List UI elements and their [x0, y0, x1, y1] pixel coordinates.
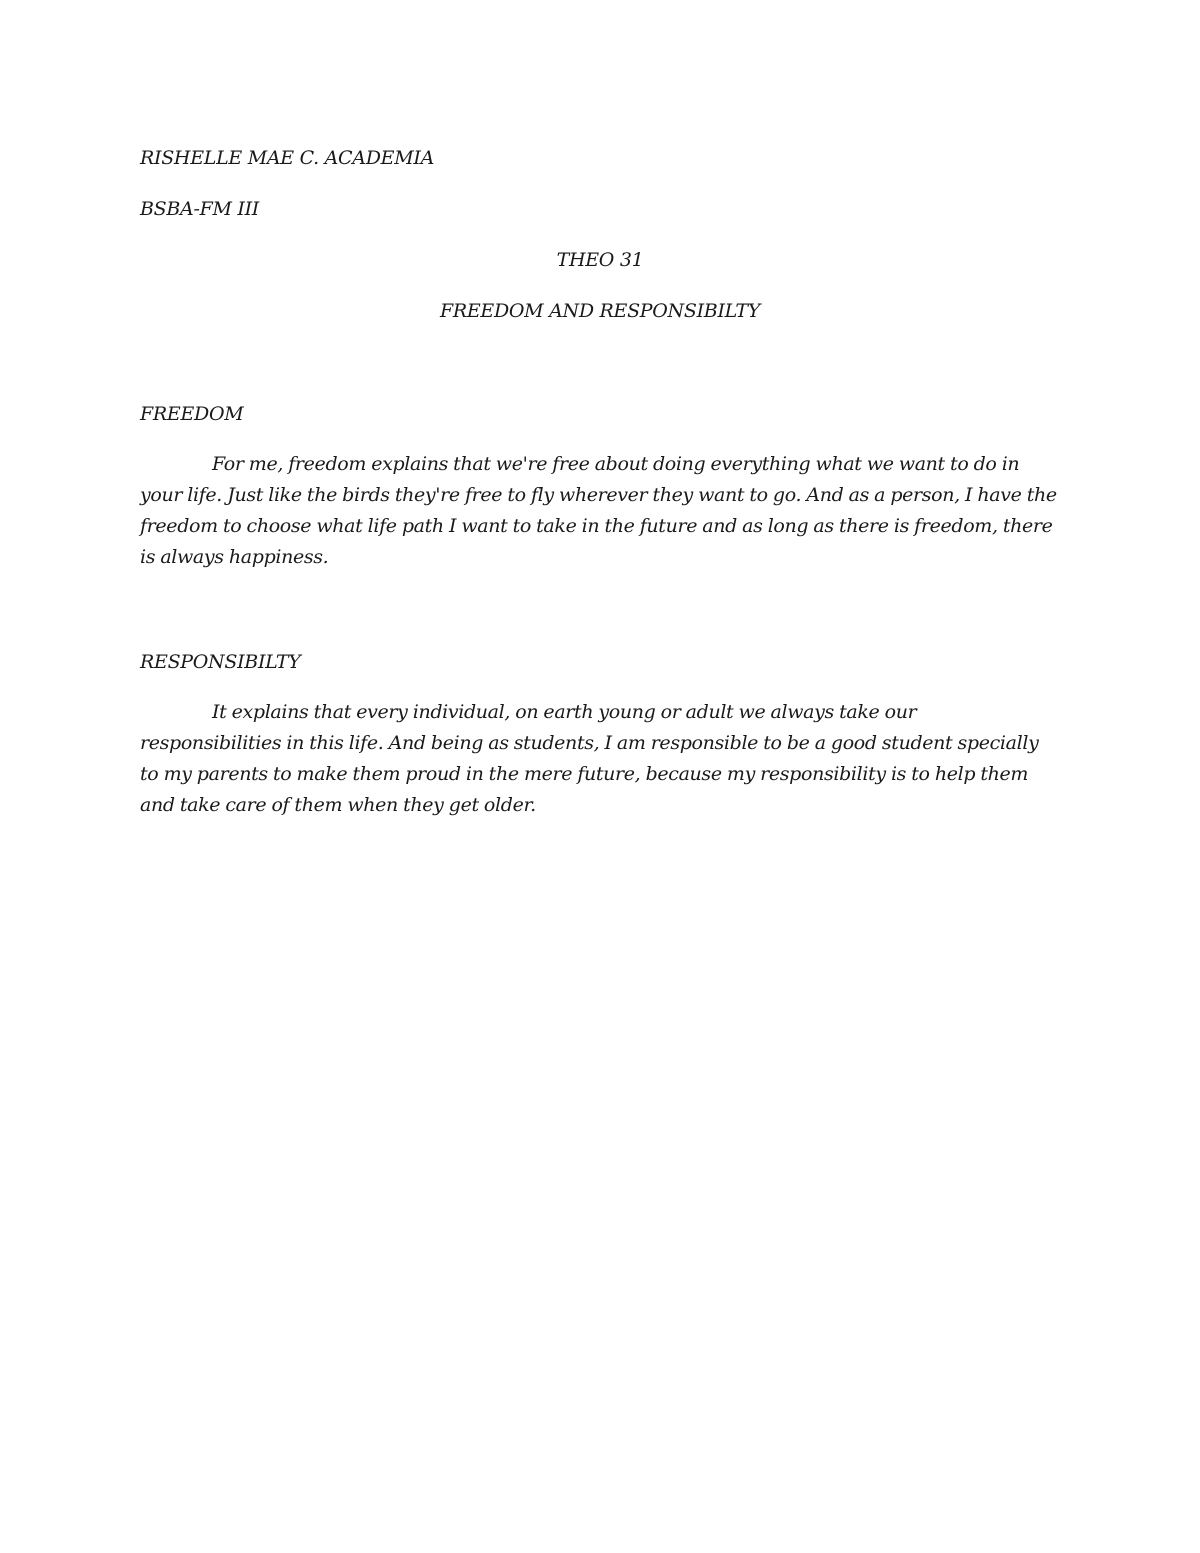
document-title: FREEDOM AND RESPONSIBILTY	[439, 300, 761, 322]
section-heading-freedom: FREEDOM	[140, 403, 244, 425]
subject-code: THEO 31	[556, 249, 644, 271]
course-year: BSBA-FM III	[140, 198, 259, 220]
section-body-freedom: For me, freedom explains that we're free about doing everything what we want to do in your life. Just like the birds they're free to fly wherever they want to go. And as a person, I have the freedom to choose what life path I want to take in the future and as long as there is freedom, there is always happiness.	[140, 453, 1057, 568]
student-name: RISHELLE MAE C. ACADEMIA	[140, 147, 434, 169]
section-body-responsibility: It explains that every individual, on earth young or adult we always take our responsibilities in this life. And being as students, I am responsible to be a good student specially to my parents to make them proud in the mere future, because my responsibility is to help them and take care of them when they get older.	[140, 701, 1039, 816]
section-heading-responsibility: RESPONSIBILTY	[140, 651, 301, 673]
